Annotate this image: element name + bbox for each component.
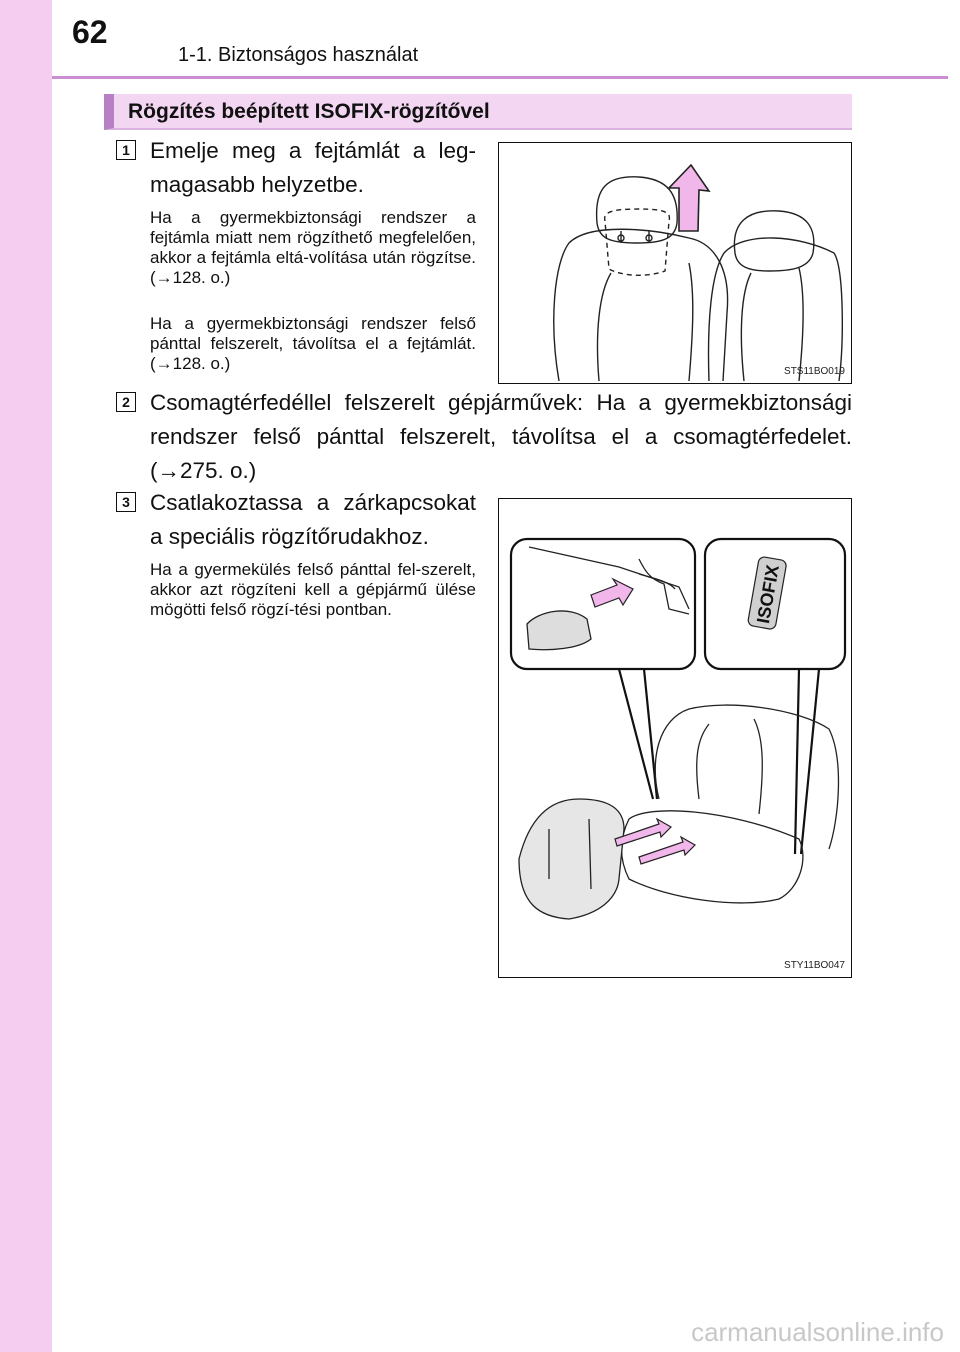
side-tab	[0, 0, 52, 1352]
step-number-1: 1	[116, 140, 136, 160]
figure-isofix	[498, 498, 852, 978]
isofix-label: ISOFIX	[753, 563, 783, 625]
step-3-note-1: Ha a gyermekülés felső pánttal fel-szerelt, akkor azt rögzíteni kell a gépjármű ülése mögötti felső rögzí-tési pontban.	[150, 560, 476, 619]
isofix-seat-illustration-icon	[499, 499, 850, 976]
page-number: 62	[72, 14, 108, 50]
watermark-footer: carmanualsonline.info	[691, 1317, 944, 1347]
figure-headrest	[498, 142, 852, 384]
figure-code: STS11BO019	[784, 366, 845, 377]
header-divider	[52, 76, 948, 79]
section-title: Rögzítés beépített ISOFIX-rögzítővel	[128, 100, 490, 123]
step-1-note-1: Ha a gyermekbiztonsági rendszer a fejtámla miatt nem rögzíthető megfelelően, akkor a fejtámla eltá-volítása után rögzítse. (→128. o.)	[150, 208, 476, 287]
step-1-note-2: Ha a gyermekbiztonsági rendszer felső pánttal felszerelt, távolítsa el a fejtámlát. (→128. o.)	[150, 314, 476, 373]
step-number-3: 3	[116, 492, 136, 512]
step-1-text: Emelje meg a fejtámlát a leg-magasabb helyzetbe.	[150, 138, 476, 197]
step-3-text: Csatlakoztassa a zárkapcsokat a speciális rögzítőrudakhoz.	[150, 490, 476, 549]
figure-code: STY11BO047	[784, 960, 845, 971]
section-heading-bar	[104, 94, 852, 130]
step-number-2: 2	[116, 392, 136, 412]
headrest-raise-illustration-icon	[499, 143, 850, 382]
chapter-header: 1-1. Biztonságos használat	[178, 44, 419, 66]
step-2-text: Csomagtérfedéllel felszerelt gépjárművek: Ha a gyermekbiztonsági rendszer felső pánttal felszerelt, távolítsa el a csomagtérfedelet. (→275. o.)	[150, 390, 852, 483]
